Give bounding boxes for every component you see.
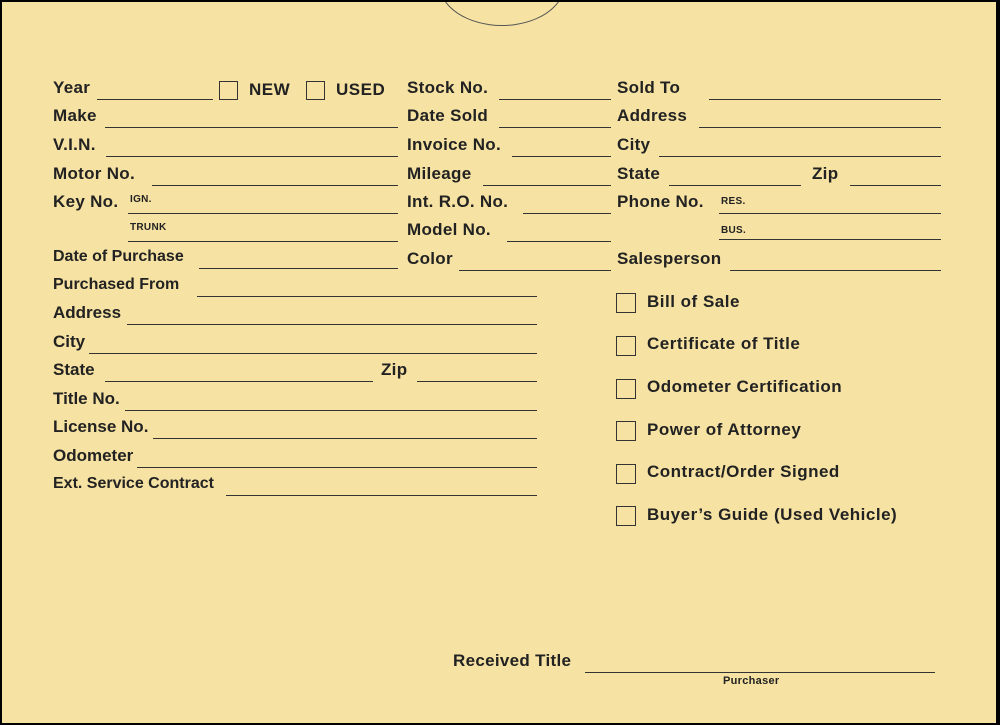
ign-label: IGN.: [130, 194, 152, 205]
certificate-of-title-checkbox[interactable]: [616, 336, 636, 356]
buyer-address-field[interactable]: [617, 106, 941, 128]
date-of-purchase-label: Date of Purchase: [53, 248, 184, 265]
purchased-from-line: [197, 296, 537, 297]
trunk-label: TRUNK: [130, 222, 167, 233]
invoice-no-line: [512, 156, 611, 157]
vin-line: [106, 156, 398, 157]
model-no-label: Model No.: [407, 220, 491, 239]
bus-label: BUS.: [721, 225, 747, 236]
key-no-ign-line: [128, 213, 398, 214]
stock-no-field[interactable]: [407, 78, 611, 100]
odometer-field[interactable]: [53, 446, 537, 468]
color-label: Color: [407, 249, 453, 268]
form-paper: [2, 2, 996, 723]
make-field[interactable]: [53, 106, 398, 128]
key-no-label: Key No.: [53, 192, 119, 211]
invoice-no-label: Invoice No.: [407, 135, 501, 154]
seller-address-line: [127, 324, 537, 325]
stock-no-label: Stock No.: [407, 78, 489, 97]
int-ro-no-line: [523, 213, 611, 214]
model-no-line: [507, 241, 611, 242]
power-of-attorney-label: Power of Attorney: [647, 420, 802, 439]
seller-state-label: State: [53, 360, 95, 379]
seller-state-line: [105, 381, 373, 382]
key-no-ign-field[interactable]: [53, 192, 398, 214]
model-no-field[interactable]: [407, 220, 611, 242]
purchased-from-label: Purchased From: [53, 276, 180, 293]
certificate-of-title-label: Certificate of Title: [647, 334, 801, 353]
buyer-city-line: [659, 156, 941, 157]
invoice-no-field[interactable]: [407, 135, 611, 157]
seller-city-field[interactable]: [53, 332, 537, 354]
phone-res-field[interactable]: [617, 192, 941, 214]
phone-no-label: Phone No.: [617, 192, 704, 211]
color-field[interactable]: [407, 249, 611, 271]
date-of-purchase-field[interactable]: [53, 247, 398, 269]
sold-to-label: Sold To: [617, 78, 681, 97]
seller-city-line: [89, 353, 537, 354]
salesperson-label: Salesperson: [617, 249, 722, 268]
new-checkbox[interactable]: [219, 81, 238, 100]
year-field[interactable]: [53, 78, 213, 100]
buyer-address-label: Address: [617, 106, 688, 125]
vin-field[interactable]: [53, 135, 398, 157]
key-no-trunk-field[interactable]: [128, 220, 398, 242]
seller-state-field[interactable]: [53, 360, 373, 382]
phone-bus-field[interactable]: [719, 218, 941, 240]
seller-address-field[interactable]: [53, 303, 537, 325]
buyer-city-label: City: [617, 135, 651, 154]
buyer-zip-line: [850, 185, 941, 186]
envelope-notch: [439, 2, 565, 26]
license-no-line: [153, 438, 537, 439]
mileage-line: [483, 185, 611, 186]
date-sold-field[interactable]: [407, 106, 611, 128]
date-of-purchase-line: [199, 268, 398, 269]
odometer-line: [137, 467, 537, 468]
seller-zip-label: Zip: [381, 360, 408, 379]
ext-service-contract-line: [226, 495, 537, 496]
res-label: RES.: [721, 196, 746, 207]
odometer-certification-label: Odometer Certification: [647, 377, 843, 396]
buyer-state-line: [669, 185, 801, 186]
buyer-state-label: State: [617, 164, 661, 183]
power-of-attorney-checkbox[interactable]: [616, 421, 636, 441]
license-no-label: License No.: [53, 417, 149, 436]
make-label: Make: [53, 106, 97, 125]
odometer-label: Odometer: [53, 446, 134, 465]
buyer-zip-label: Zip: [812, 164, 839, 183]
int-ro-no-label: Int. R.O. No.: [407, 192, 509, 211]
vin-label: V.I.N.: [53, 135, 96, 154]
phone-res-line: [719, 213, 941, 214]
motor-no-field[interactable]: [53, 164, 398, 186]
seller-city-label: City: [53, 332, 86, 351]
contract-order-signed-label: Contract/Order Signed: [647, 462, 840, 481]
odometer-certification-checkbox[interactable]: [616, 379, 636, 399]
sold-to-field[interactable]: [617, 78, 941, 100]
year-label: Year: [53, 78, 91, 97]
used-label: USED: [336, 80, 386, 99]
int-ro-no-field[interactable]: [407, 192, 611, 214]
make-line: [105, 127, 398, 128]
ext-service-contract-field[interactable]: [53, 474, 537, 496]
used-checkbox[interactable]: [306, 81, 325, 100]
title-no-field[interactable]: [53, 389, 537, 411]
sold-to-line: [709, 99, 941, 100]
salesperson-line: [730, 270, 941, 271]
ext-service-contract-label: Ext. Service Contract: [53, 475, 214, 492]
key-no-trunk-line: [128, 241, 398, 242]
buyer-state-field[interactable]: [617, 164, 801, 186]
seller-zip-line: [417, 381, 537, 382]
buyers-guide-label: Buyer’s Guide (Used Vehicle): [647, 505, 898, 524]
license-no-field[interactable]: [53, 417, 537, 439]
received-title-label: Received Title: [453, 651, 572, 670]
color-line: [459, 270, 611, 271]
salesperson-field[interactable]: [617, 249, 941, 271]
mileage-label: Mileage: [407, 164, 472, 183]
buyer-zip-field[interactable]: [812, 164, 941, 186]
buyer-city-field[interactable]: [617, 135, 941, 157]
received-title-line: [585, 672, 935, 673]
stock-no-line: [499, 99, 611, 100]
buyer-address-line: [699, 127, 941, 128]
date-sold-line: [499, 127, 611, 128]
new-label: NEW: [249, 80, 291, 99]
year-line: [97, 99, 213, 100]
purchaser-label: Purchaser: [723, 675, 780, 687]
received-title-field[interactable]: [453, 651, 935, 673]
date-sold-label: Date Sold: [407, 106, 489, 125]
mileage-field[interactable]: [407, 164, 611, 186]
phone-bus-line: [719, 239, 941, 240]
contract-order-signed-checkbox[interactable]: [616, 464, 636, 484]
seller-zip-field[interactable]: [381, 360, 537, 382]
buyers-guide-checkbox[interactable]: [616, 506, 636, 526]
bill-of-sale-label: Bill of Sale: [647, 292, 740, 311]
motor-no-line: [152, 185, 398, 186]
title-no-line: [125, 410, 537, 411]
title-no-label: Title No.: [53, 389, 120, 408]
purchased-from-field[interactable]: [53, 275, 537, 297]
seller-address-label: Address: [53, 303, 122, 322]
motor-no-label: Motor No.: [53, 164, 136, 183]
bill-of-sale-checkbox[interactable]: [616, 293, 636, 313]
